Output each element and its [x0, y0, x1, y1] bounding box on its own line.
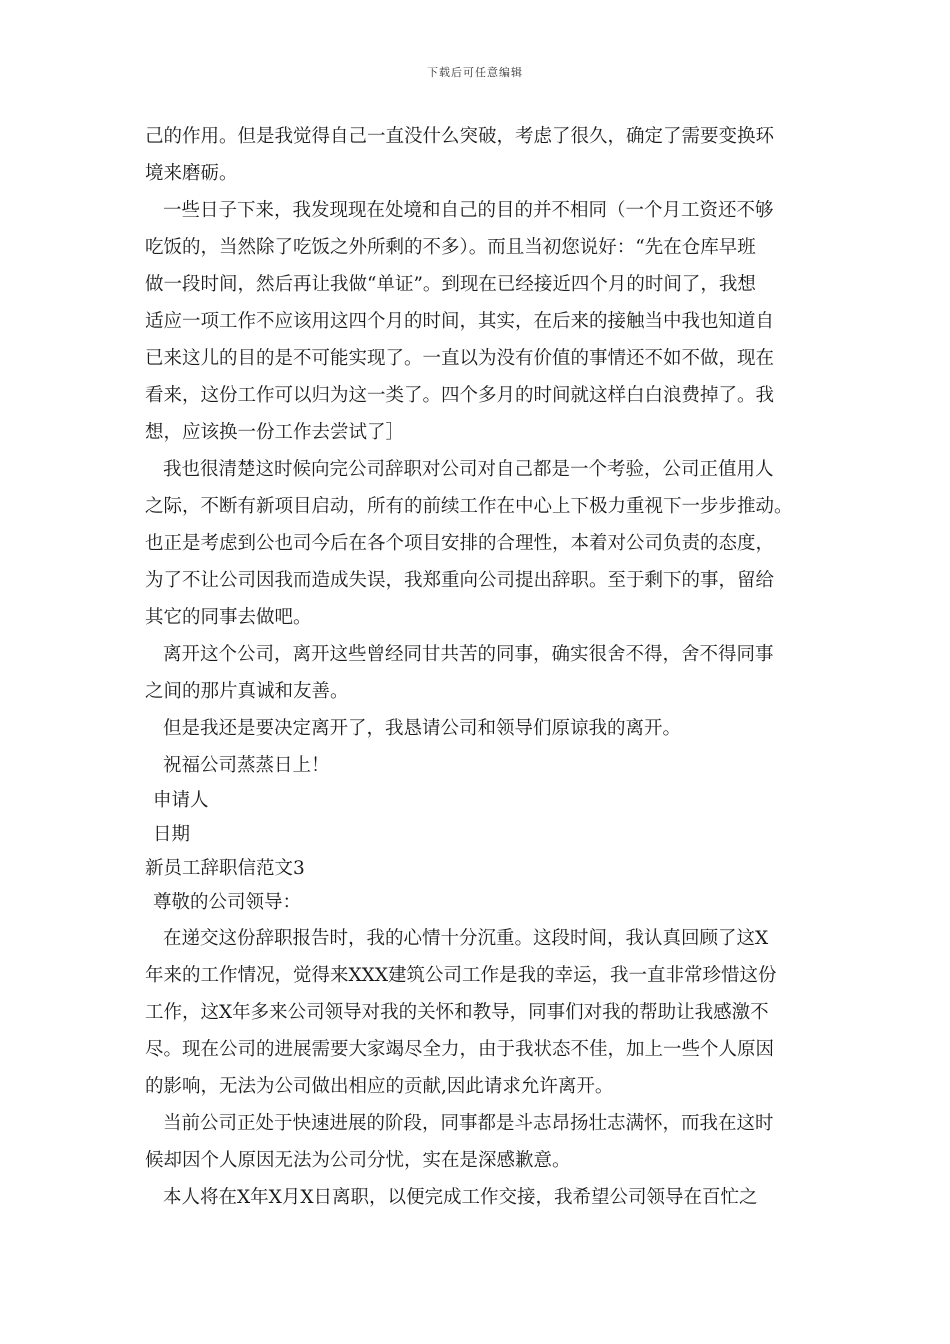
text-line: 在递交这份辞职报告时，我的心情十分沉重。这段时间，我认真回顾了这X	[163, 928, 769, 949]
text-line: 候却因个人原因无法为公司分忧，实在是深感歉意。	[145, 1150, 571, 1171]
text-line: 吃饭的，当然除了吃饭之外所剩的不多）。而且当初您说好：“先在仓库早班	[145, 237, 756, 258]
text-line: 离开这个公司，离开这些曾经同甘共苦的同事，确实很舍不得，舍不得同事	[163, 644, 774, 665]
date-label: 日期	[153, 824, 191, 845]
paragraph-5: 但是我还是要决定离开了，我恳请公司和领导们原谅我的离开。	[163, 718, 682, 739]
text-line: 尽。现在公司的进展需要大家竭尽全力，由于我状态不佳，加上一些个人原因	[145, 1039, 775, 1060]
text-line: 想，应该换一份工作去尝试了］	[145, 422, 405, 443]
text-line: 工作，这X年多来公司领导对我的关怀和教导，同事们对我的帮助让我感激不	[145, 1002, 769, 1023]
text-line: 也正是考虑到公也司今后在各个项目安排的合理性，本着对公司负责的态度，	[145, 533, 775, 554]
header-note: 下载后可任意编辑	[427, 66, 523, 79]
text-line: 年来的工作情况，觉得来XXX建筑公司工作是我的幸运，我一直非常珍惜这份	[145, 965, 777, 986]
text-line: 我也很清楚这时候向完公司辞职对公司对自己都是一个考验，公司正值用人	[163, 459, 774, 480]
text-line: 本人将在X年X月X日离职，以便完成工作交接，我希望公司领导在百忙之	[163, 1187, 758, 1208]
paragraph-8	[145, 1105, 817, 1179]
text-line: 之际，不断有新项目启动，所有的前续工作在中心上下极力重视下一步步推动。	[145, 496, 793, 517]
document-body	[145, 118, 817, 1216]
paragraph-7	[145, 920, 817, 1105]
paragraph-9	[145, 1179, 817, 1216]
paragraph-6: 祝福公司蒸蒸日上！	[163, 755, 330, 776]
text-line: 做一段时间，然后再让我做“单证”。到现在已经接近四个月的时间了，我想	[145, 274, 756, 295]
applicant-label: 申请人	[153, 790, 209, 811]
paragraph-2	[145, 192, 817, 451]
text-line: 一些日子下来，我发现现在处境和自己的目的并不相同（一个月工资还不够	[163, 200, 774, 221]
text-line: 之间的那片真诚和友善。	[145, 681, 349, 702]
section-title: 新员工辞职信范文3	[145, 858, 305, 879]
text-line: 其它的同事去做吧。	[145, 607, 312, 628]
text-line: 己的作用。但是我觉得自己一直没什么突破，考虑了很久，确定了需要变换环	[145, 126, 775, 147]
text-line: 的影响，无法为公司做出相应的贡献,因此请求允许离开。	[145, 1076, 614, 1097]
text-line: 为了不让公司因我而造成失误，我郑重向公司提出辞职。至于剩下的事，留给	[145, 570, 775, 591]
text-line: 已来这儿的目的是不可能实现了。一直以为没有价值的事情还不如不做，现在	[145, 348, 775, 369]
salutation: 尊敬的公司领导：	[153, 892, 302, 913]
text-line: 看来，这份工作可以归为这一类了。四个多月的时间就这样白白浪费掉了。我	[145, 385, 775, 406]
paragraph-4	[145, 636, 817, 710]
paragraph-3	[145, 451, 817, 636]
paragraph-1	[145, 118, 817, 192]
text-line: 适应一项工作不应该用这四个月的时间，其实，在后来的接触当中我也知道自	[145, 311, 775, 332]
text-line: 当前公司正处于快速进展的阶段，同事都是斗志昂扬壮志满怀，而我在这时	[163, 1113, 774, 1134]
text-line: 境来磨砺。	[145, 163, 238, 184]
